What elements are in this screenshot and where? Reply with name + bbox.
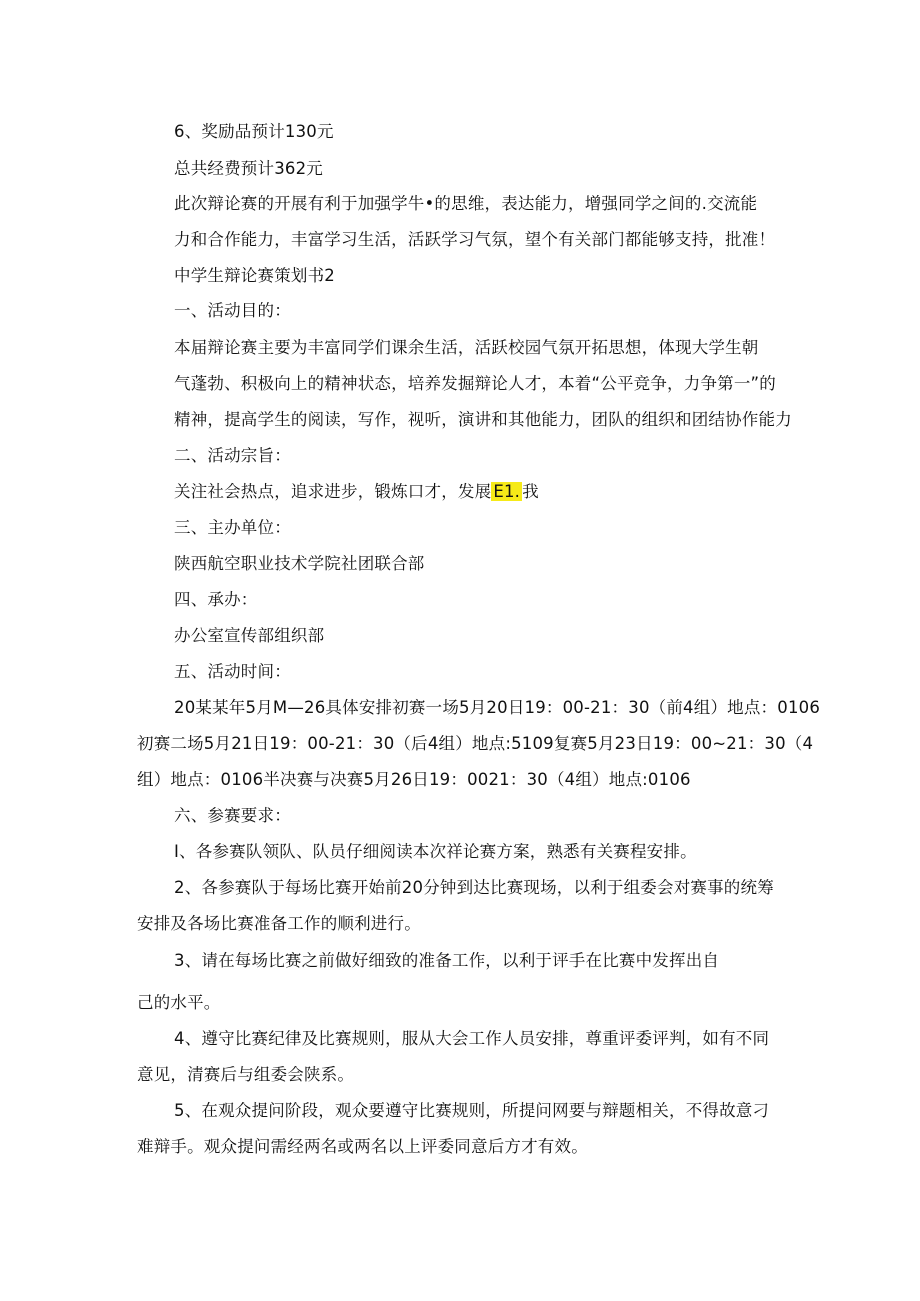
summary-paragraph-line-1: 此次辩论赛的开展有利于加强学牛•的思维，表达能力，增强同学之间的.交流能 bbox=[174, 194, 758, 213]
requirement-3-line-1: 3、请在每场比赛之前做好细致的准备工作，以利于评手在比赛中发挥出自 bbox=[174, 951, 720, 970]
budget-total-line: 总共经费预计362元 bbox=[174, 159, 323, 178]
requirement-2-line-1: 2、各参赛队于每场比赛开始前20分钟到达比赛现场，以利于组委会对赛事的统筹 bbox=[174, 878, 774, 897]
requirement-4-line-2: 意见，清赛后与组委会陕系。 bbox=[137, 1065, 355, 1084]
purpose-paragraph-line-1: 本届辩论赛主要为丰富同学们课余生活，活跃校园气氛开拓思想，体现大学生朝 bbox=[174, 338, 759, 357]
aim-line bbox=[174, 481, 539, 503]
aim-text-tail: 我 bbox=[522, 482, 539, 501]
schedule-line-1: 20某某年5月M—26具体安排初赛一场5月20日19：00-21：30（前4组）地点：0106 bbox=[174, 698, 821, 717]
heading-aim: 二、活动宗旨： bbox=[174, 446, 291, 465]
heading-host: 三、主办单位： bbox=[174, 518, 291, 537]
heading-requirements: 六、参赛要求： bbox=[174, 806, 291, 825]
requirement-2-line-2: 安排及各场比赛准备工作的顺利进行。 bbox=[137, 914, 421, 933]
requirement-4-line-1: 4、遵守比赛纪律及比赛规则，服从大会工作人员安排，尊重评委评判，如有不同 bbox=[174, 1029, 770, 1048]
requirement-5-line-2: 难辩手。观众提问需经两名或两名以上评委同意后方才有效。 bbox=[137, 1137, 588, 1156]
summary-paragraph-line-2: 力和合作能力，丰富学习生活，活跃学习气氛，望个有关部门都能够支持，批准！ bbox=[174, 230, 776, 249]
schedule-line-3: 组）地点：0106半决赛与决赛5月26日19：0021：30（4组）地点:0106 bbox=[137, 770, 691, 789]
purpose-paragraph-line-2: 气蓬勃、积极向上的精神状态，培养发掘辩论人才，本着“公平竞争，力争第一”的 bbox=[174, 374, 776, 393]
heading-organizer: 四、承办： bbox=[174, 590, 258, 609]
requirement-5-line-1: 5、在观众提问阶段，观众要遵守比赛规则，所提问网要与辩题相关，不得故意刁 bbox=[174, 1101, 770, 1120]
requirement-3-line-2: 己的水平。 bbox=[137, 993, 221, 1012]
aim-text: 关注社会热点，追求进步，锻炼口才，发展 bbox=[174, 482, 492, 501]
purpose-paragraph-line-3: 精神，提高学生的阅读，写作，视听，演讲和其他能力，团队的组织和团结协作能力 bbox=[174, 410, 792, 429]
host-name: 陕西航空职业技术学院社团联合部 bbox=[174, 554, 425, 573]
budget-prize-line: 6、奖励品预计130元 bbox=[174, 122, 334, 141]
organizer-name: 办公室宣传部组织部 bbox=[174, 626, 325, 645]
schedule-line-2: 初赛二场5月21日19：00-21：30（后4组）地点:5109复赛5月23日19：00~21：30（4 bbox=[137, 734, 814, 753]
heading-time: 五、活动时间： bbox=[174, 662, 291, 681]
requirement-1: I、各参赛队领队、队员仔细阅读本次祥论赛方案，熟悉有关赛程安排。 bbox=[174, 842, 697, 861]
heading-purpose: 一、活动目的： bbox=[174, 301, 291, 320]
highlighted-text: E1. bbox=[493, 482, 521, 501]
section-title: 中学生辩论赛策划书2 bbox=[174, 266, 335, 285]
